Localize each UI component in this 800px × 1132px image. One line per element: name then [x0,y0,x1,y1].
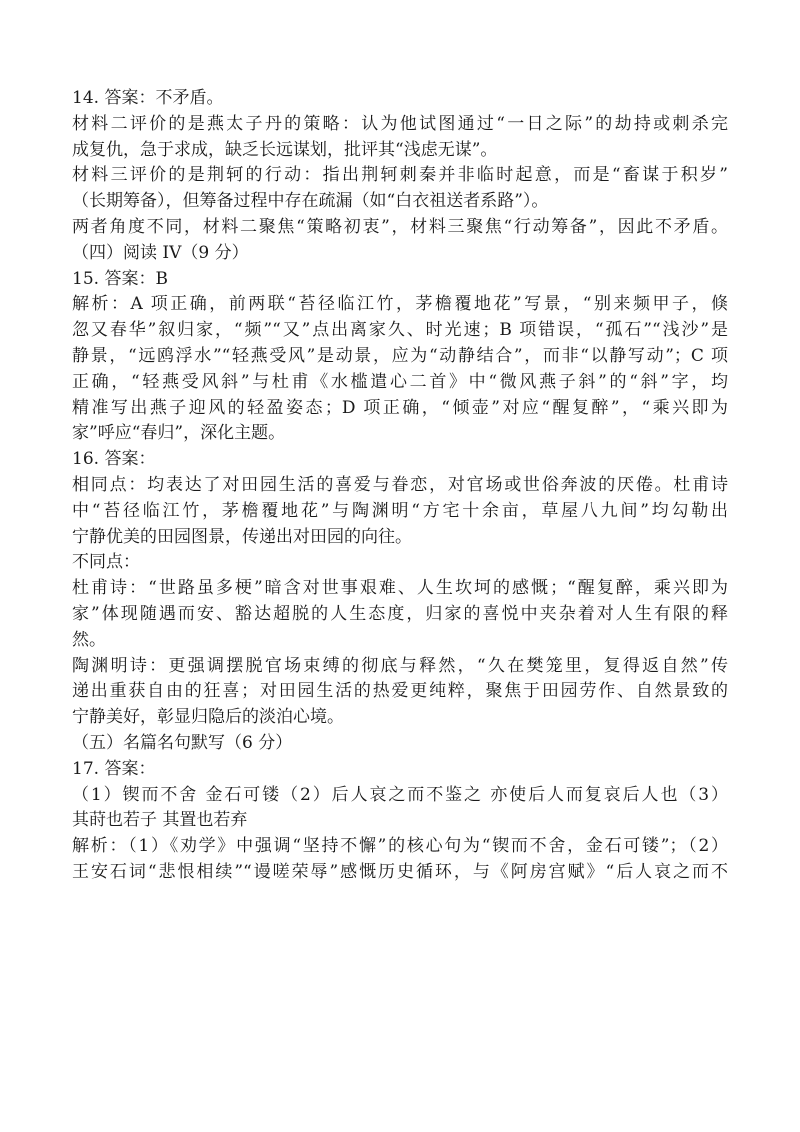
text-line: 忽又春华”叙归家，“频”“又”点出离家久、时光速；B 项错误，“孤石”“浅沙”是 [72,320,728,341]
text-line: （长期筹备），但筹备过程中存在疏漏（如“白衣祖送者系路”）。 [72,191,549,212]
text-line: 相同点：均表达了对田园生活的喜爱与眷恋，对官场或世俗奔波的厌倦。杜甫诗 [72,474,728,495]
text-line: 递出重获自由的狂喜；对田园生活的热爱更纯粹，聚焦于田园劳作、自然景致的 [72,681,728,702]
text-line: 家”体现随遇而安、豁达超脱的人生态度，归家的喜悦中夹杂着对人生有限的释 [72,603,728,624]
text-line: 宁静美好，彰显归隐后的淡泊心境。 [72,707,344,728]
text-line: 成复仇，急于求成，缺乏长远谋划，批评其“浅虑无谋”。 [72,139,498,160]
section-heading-dictation: （五）名篇名句默写（6 分） [72,732,293,753]
text-line: 静景，“远鸥浮水”“轻燕受风”是动景，应为“动静结合”，而非“以静写动”；C 项 [72,345,728,366]
text-line: 然。 [72,629,106,650]
section-heading-reading-4: （四）阅读 IV（9 分） [72,242,249,263]
text-line: 陶渊明诗：更强调摆脱官场束缚的彻底与释然，“久在樊笼里，复得返自然”传 [72,655,728,676]
text-line: 精准写出燕子迎风的轻盈姿态；D 项正确，“倾壶”对应“醒复醉”，“乘兴即为 [72,397,728,418]
text-line: 两者角度不同，材料二聚焦“策略初衷”，材料三聚焦“行动筹备”，因此不矛盾。 [72,216,728,237]
text-line: 王安石词“悲恨相续”“谩嗟荣辱”感慨历史循环，与《阿房宫赋》“后人哀之而不 [72,861,728,882]
text-line: 不同点： [72,552,140,573]
answer-15-heading: 15. 答案：B [72,268,168,289]
text-line: 中“苔径临江竹，茅檐覆地花”与陶渊明“方宅十余亩，草屋八九间”均勾勒出 [72,500,728,521]
document-page [72,86,728,886]
text-line: 正确，“轻燕受风斜”与杜甫《水槛遣心二首》中“微风燕子斜”的“斜”字，均 [72,371,728,392]
text-line: 杜甫诗：“世路虽多梗”暗含对世事艰难、人生坎坷的感慨；“醒复醉，乘兴即为 [72,578,728,599]
text-line: 材料三评价的是荆轲的行动：指出荆轲刺秦并非临时起意，而是“畜谋于积岁” [72,165,728,186]
text-line: 解析：（1）《劝学》中强调“坚持不懈”的核心句为“锲而不舍，金石可镂”；（2） [72,836,728,857]
text-line: 其莳也若子 其置也若弃 [72,810,248,831]
text-line: 宁静优美的田园图景，传递出对田园的向往。 [72,526,412,547]
text-line: 家”呼应“春归”，深化主题。 [72,423,286,444]
answer-14-heading: 14. 答案：不矛盾。 [72,88,224,108]
text-line: （1）锲而不舍 金石可镂（2）后人哀之而不鉴之 亦使后人而复哀后人也（3） [72,784,728,805]
answer-17-heading: 17. 答案： [72,758,156,779]
text-line: 解析：A 项正确，前两联“苔径临江竹，茅檐覆地花”写景，“别来频甲子，倏 [72,294,728,315]
text-line: 材料二评价的是燕太子丹的策略：认为他试图通过“一日之际”的劫持或刺杀完 [72,113,728,134]
answer-16-heading: 16. 答案： [72,449,156,470]
